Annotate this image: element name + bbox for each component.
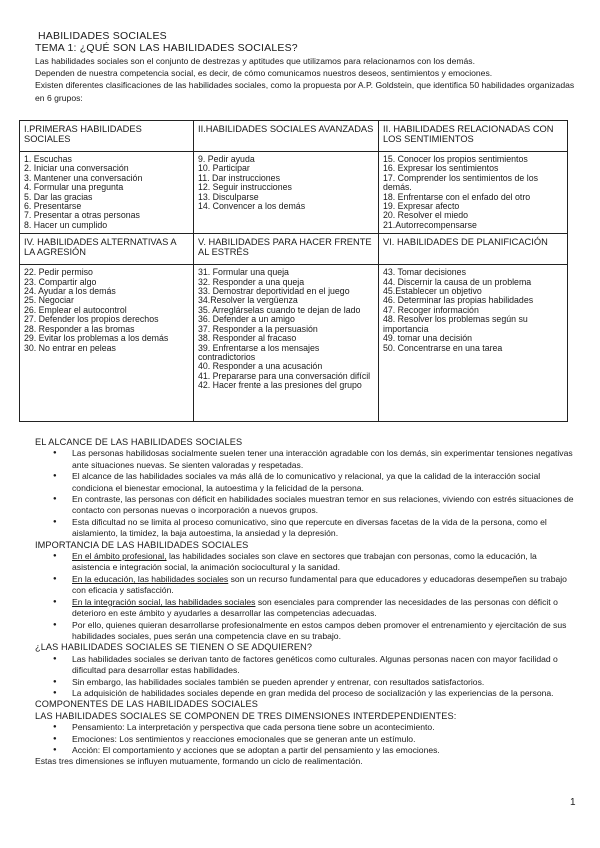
skill-item: 17. Comprender los sentimientos de los demás.: [383, 172, 539, 193]
skill-item: 42. Hacer frente a las presiones del grupo: [198, 380, 362, 391]
underlined-phrase: En el ámbito profesional,: [72, 551, 167, 562]
bullet-text: las habilidades sociales son clave en sectores que trabajan con personas, como la educación, la asistencia e integración social, la animación sociocultural y la sanidad.: [72, 551, 537, 573]
closing-text: Estas tres dimensiones se influyen mutuamente, formando un ciclo de realimentación.: [35, 756, 363, 767]
skill-item: 16. Expresar los sentimientos: [383, 163, 499, 174]
skill-item: 45.Establecer un objetivo: [383, 286, 482, 297]
group-items-cell: [194, 152, 379, 234]
skill-item: 26. Emplear el autocontrol: [24, 304, 127, 315]
skill-item: 38. Responder al fracaso: [198, 333, 297, 344]
skill-item: 4. Formular una pregunta: [24, 182, 124, 193]
skill-item: 35. Arreglárselas cuando te dejan de lado: [198, 304, 361, 315]
group-items-cell: [20, 265, 194, 422]
skill-item: 22. Pedir permiso: [24, 267, 93, 278]
skill-item: 47. Recoger información: [383, 304, 479, 315]
skill-item: 27. Defender los propios derechos: [24, 314, 159, 325]
bullet-item: [35, 620, 575, 643]
skill-item: 14. Convencer a los demás: [198, 201, 306, 212]
bullet-item: ● Esta dificultad no se limita al proceso comunicativo, sino que repercute en diversas facetas de la vida de la persona, como el aislamiento, la timidez, la baja autoestima, la ansiedad y la depresión.: [35, 517, 575, 540]
skill-item: 46. Determinar las propias habilidades: [383, 295, 534, 306]
skill-item: 48. Resolver los problemas según su importancia: [383, 314, 528, 334]
skill-item: 32. Responder a una queja: [198, 276, 305, 287]
bullet-item: ● Emociones: Los sentimientos y reacciones emocionales que se generan ante un estímulo.: [35, 734, 575, 745]
skill-item: 6. Presentarse: [24, 201, 82, 212]
skill-item: 49. tomar una decisión: [383, 333, 472, 344]
skill-item: 31. Formular una queja: [198, 267, 289, 278]
intro-paragraph: Dependen de nuestra competencia social, es decir, de cómo comunicamos nuestros deseos, sentimientos y emociones.: [35, 68, 493, 79]
intro-paragraph: Existen diferentes clasificaciones de las habilidades sociales, como la propuesta por A.P. Goldstein, que identifica 50 habilidades organizadas en 6 grupos:: [35, 80, 575, 103]
section-heading-componentes: COMPONENTES DE LAS HABILIDADES SOCIALES: [35, 699, 258, 710]
group-title-cell: V. HABILIDADES PARA HACER FRENTE AL ESTRÉS: [194, 234, 379, 265]
skill-item: 25. Negociar: [24, 295, 74, 306]
underlined-phrase: En la educación, las habilidades sociales: [72, 573, 229, 584]
bullet-text: son un recurso fundamental para que educadores y educadoras desempeñen su trabajo con eficacia y satisfacción.: [72, 573, 567, 596]
skill-item: 23. Compartir algo: [24, 276, 97, 287]
bullet-item: [35, 574, 575, 597]
group-title-cell: II. HABILIDADES RELACIONADAS CON LOS SENTIMIENTOS: [379, 121, 568, 152]
skill-item: 43. Tomar decisiones: [383, 267, 466, 278]
table-row: [20, 152, 568, 234]
section-heading-alcance: EL ALCANCE DE LAS HABILIDADES SOCIALES: [35, 437, 243, 447]
skill-item: 13. Disculparse: [198, 191, 259, 202]
skill-item: 3. Mantener una conversación: [24, 172, 143, 183]
table-row: [20, 265, 568, 422]
bullet-text: son esenciales para comprender las necesidades de las personas con déficit o deterioro en este ámbito y ayudarles a desarrollar las competencias adecuadas.: [72, 596, 558, 619]
intro-text: [35, 55, 580, 104]
table-header-row: [20, 234, 568, 265]
group-items-cell: [379, 265, 568, 422]
bullet-item: ● Las habilidades sociales se derivan tanto de factores genéticos como culturales. Algunas personas nacen con mayor facilidad o dificultad para desarrollar estas habilidades.: [35, 654, 575, 677]
section-subheading-componentes: LAS HABILIDADES SOCIALES SE COMPONEN DE TRES DIMENSIONES INTERDEPENDIENTES:: [35, 710, 457, 721]
group-items-cell: [379, 152, 568, 234]
table-header-row: [20, 121, 568, 152]
skill-item: 7. Presentar a otras personas: [24, 210, 140, 221]
bullet-item: ● La adquisición de habilidades sociales depende en gran medida del proceso de socialización y las experiencias de la persona.: [35, 688, 575, 699]
skill-item: 21.Autorrecompensarse: [383, 219, 477, 230]
skill-item: 9. Pedir ayuda: [198, 154, 255, 164]
bullet-list-componentes: [35, 722, 575, 756]
group-title-cell: I.PRIMERAS HABILIDADES SOCIALES: [20, 121, 194, 152]
bullet-item: ● Sin embargo, las habilidades sociales también se pueden aprender y entrenar, con resultados satisfactorios.: [35, 677, 575, 688]
skill-item: 41. Prepararse para una conversación difícil: [198, 370, 371, 381]
bullet-item: ● Acción: El comportamiento y acciones que se adoptan a partir del pensamiento y las emociones.: [35, 745, 575, 756]
page-number: 1: [570, 797, 576, 808]
bullet-item: ● Pensamiento: La interpretación y perspectiva que cada persona tiene sobre un acontecimiento.: [35, 722, 575, 733]
skills-groups-table: [19, 120, 568, 422]
skill-item: 33. Demostrar deportividad en el juego: [198, 286, 350, 297]
underlined-phrase: En la integración social, las habilidades sociales: [72, 596, 256, 607]
bullet-item: ● En contraste, las personas con déficit en habilidades sociales muestran temor en sus relaciones, viviendo con estrés situaciones de contacto con personas nuevas o incorporación a nuevos grupos.: [35, 494, 575, 517]
group-items-cell: [20, 152, 194, 234]
skill-item: 28. Responder a las bromas: [24, 323, 135, 334]
group-items-cell: [194, 265, 379, 422]
skill-item: 18. Enfrentarse con el enfado del otro: [383, 191, 531, 202]
bullet-item: [35, 597, 575, 620]
group-title-cell: II.HABILIDADES SOCIALES AVANZADAS: [194, 121, 379, 152]
skill-item: 37. Responder a la persuasión: [198, 323, 318, 334]
skill-item: 1. Escuchas: [24, 154, 72, 164]
skill-item: 11. Dar instrucciones: [198, 172, 280, 183]
skill-item: 39. Enfrentarse a los mensajes contradictorios: [198, 342, 320, 362]
skill-item: 10. Participar: [198, 163, 250, 174]
bullet-list-importancia: [35, 551, 575, 642]
skill-item: 20. Resolver el miedo: [383, 210, 469, 221]
skill-item: 24. Ayudar a los demás: [24, 286, 116, 297]
section-heading-adquieren: ¿LAS HABILIDADES SOCIALES SE TIENEN O SE ADQUIEREN?: [35, 642, 313, 653]
skill-item: 5. Dar las gracias: [24, 191, 93, 202]
bullet-item: ● El alcance de las habilidades sociales va más allá de lo comunicativo y relacional, ya que la calidad de la interacción social condiciona el bienestar emocional, la autoestima y la felicidad de la persona.: [35, 471, 575, 494]
skill-item: 15. Conocer los propios sentimientos: [383, 154, 528, 164]
skill-item: 40. Responder a una acusación: [198, 361, 323, 372]
skill-item: 19. Expresar afecto: [383, 201, 460, 212]
skill-item: 12. Seguir instrucciones: [198, 182, 292, 193]
bullet-item: ● Las personas habilidosas socialmente suelen tener una interacción agradable con los demás, sin experimentar tensiones negativas ante situaciones nuevas. Se sienten valoradas y respetadas.: [35, 448, 575, 471]
bullet-list-alcance: [35, 448, 575, 539]
bullet-item: [35, 551, 575, 574]
body-sections: [35, 437, 575, 768]
bullet-list-adquieren: [35, 654, 575, 700]
skill-item: 30. No entrar en peleas: [24, 342, 116, 353]
section-heading-importancia: IMPORTANCIA DE LAS HABILIDADES SOCIALES: [35, 539, 249, 550]
skill-item: 50. Concentrarse en una tarea: [383, 342, 503, 353]
bullet-text: Por ello, quienes quieran desarrollarse profesionalmente en estos campos deben promover el entrenamiento y ejercitación de sus habilidades sociales, pues serán una competencia clave en su trabajo.: [72, 619, 567, 641]
group-title-cell: IV. HABILIDADES ALTERNATIVAS A LA AGRESIÓN: [20, 234, 194, 265]
skill-item: 8. Hacer un cumplido: [24, 219, 108, 230]
skill-item: 29. Evitar los problemas a los demás: [24, 333, 169, 344]
group-title-cell: VI. HABILIDADES DE PLANIFICACIÓN: [379, 234, 568, 265]
skill-item: 36. Defender a un amigo: [198, 314, 295, 325]
skill-item: 44. Discernir la causa de un problema: [383, 276, 532, 287]
skill-item: 34.Resolver la vergüenza: [198, 295, 298, 306]
document-title: HABILIDADES SOCIALES: [38, 30, 167, 42]
skill-item: 2. Iniciar una conversación: [24, 163, 129, 174]
intro-paragraph: Las habilidades sociales son el conjunto de destrezas y aptitudes que utilizamos para relacionarnos con los demás.: [35, 56, 475, 66]
topic-title: TEMA 1: ¿QUÉ SON LAS HABILIDADES SOCIALES?: [35, 42, 298, 54]
